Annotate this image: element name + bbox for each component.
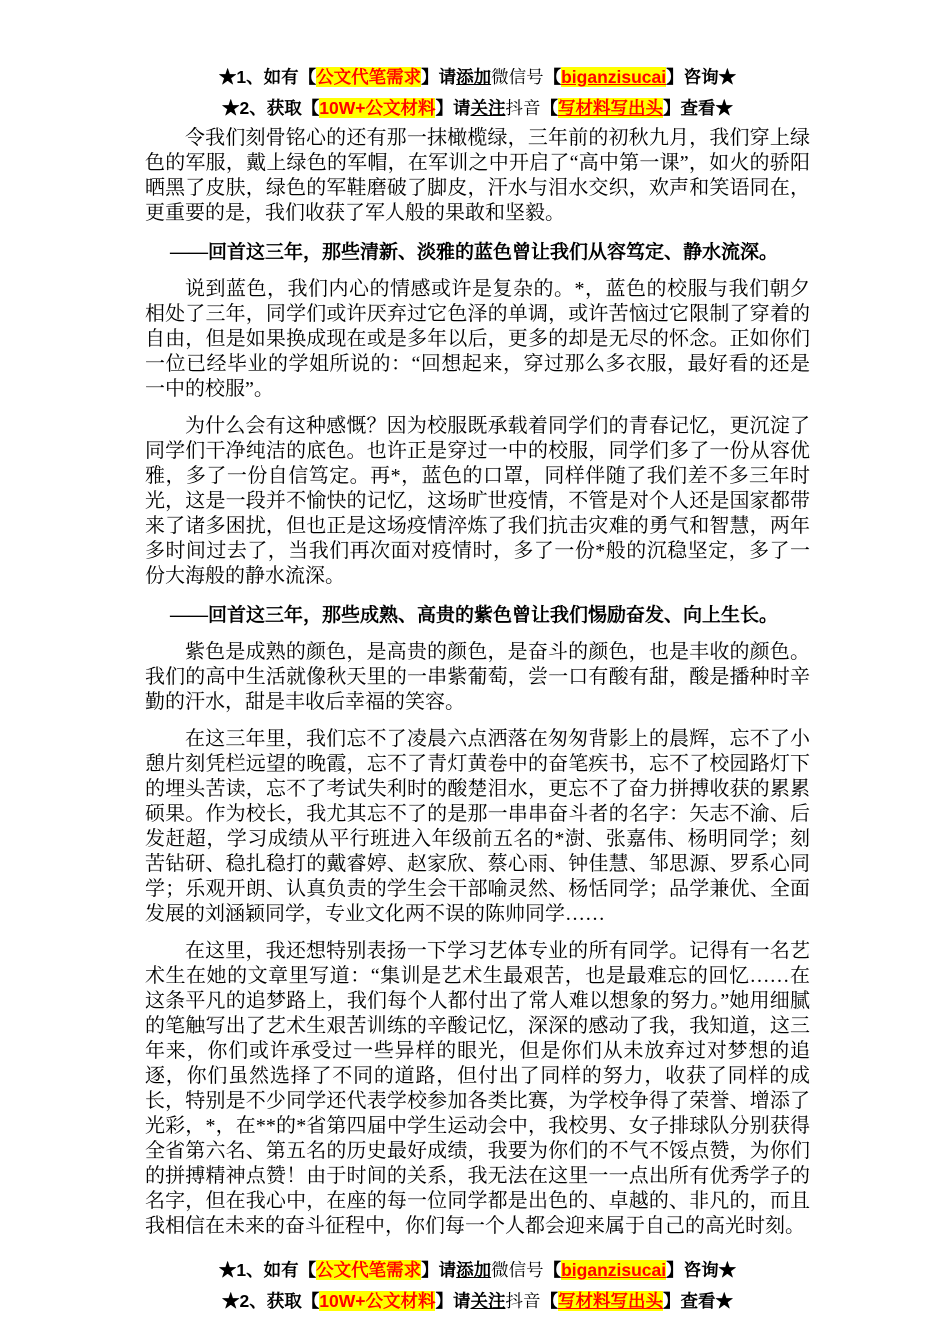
promo-highlight: 10W+公文材料 xyxy=(319,1291,436,1311)
promo-text: 】咨询★ xyxy=(666,67,737,87)
promo-text: ★2、获取【 xyxy=(222,1291,320,1311)
promo-text: 】请 xyxy=(421,1260,457,1280)
promo-text: ★2、获取【 xyxy=(222,98,320,118)
promo-douyin-id: 写材料写出头 xyxy=(557,98,663,118)
paragraph-three-years-names: 在这三年里，我们忘不了凌晨六点洒落在匆匆背影上的晨辉，忘不了小憩片刻凭栏远望的晚霞，忘不了青灯黄卷中的奋笔疾书，忘不了校园路灯下的埋头苦读，忘不了考试失利时的酸楚泪水，更忘不了奋力拼搏收获的累累硕果。作为校长，我尤其忘不了的是那一串串奋斗者的名字：矢志不渝、后发赶超，学习成绩从平行班进入年级前五名的*澍、张嘉伟、杨明同学；刻苦钻研、稳扎稳打的戴睿婷、赵家欣、蔡心雨、钟佳慧、邹思源、罗系心同学；乐观开朗、认真负责的学生会干部喻灵然、杨恬同学；品学兼优、全面发展的刘涵颖同学，专业文化两不误的陈帅同学…… xyxy=(145,728,810,925)
promo-highlight: 公文代笔需求 xyxy=(316,1260,422,1280)
promo-wechat-id: biganzisucai xyxy=(561,1260,667,1280)
section-heading-purple: ——回首这三年，那些成熟、高贵的紫色曾让我们惕励奋发、向上生长。 xyxy=(170,605,779,626)
promo-highlight: 10W+公文材料 xyxy=(319,98,436,118)
paragraph-blue-mask: 为什么会有这种感慨？因为校服既承载着同学们的青春记忆，更沉淀了同学们干净纯洁的底色。也许正是穿过一中的校服，同学们多了一份从容优雅，多了一份自信笃定。再*，蓝色的口罩，同样伴随了我们差不多三年时光，这是一段并不愉快的记忆，这场旷世疫情，不管是对个人还是国家都带来了诸多困扰，但也正是这场疫情淬炼了我们抗击灾难的勇气和智慧，两年多时间过去了，当我们再次面对疫情时，多了一份*般的沉稳坚定，多了一份大海般的静水流深。 xyxy=(145,415,810,587)
promo-line-2 xyxy=(145,1286,810,1317)
paragraph-military-green: 令我们刻骨铭心的还有那一抹橄榄绿，三年前的初秋九月，我们穿上绿色的军服，戴上绿色的军帽，在军训之中开启了“高中第一课”，如火的骄阳晒黑了皮肤，绿色的军鞋磨破了脚皮，汗水与泪水交织，欢声和笑语同在，更重要的是，我们收获了军人般的果敢和坚毅。 xyxy=(145,127,810,224)
promo-line-1 xyxy=(145,1255,810,1286)
promo-banner-top xyxy=(145,62,810,124)
promo-text: 【 xyxy=(543,67,562,87)
promo-text: 】咨询★ xyxy=(666,1260,737,1280)
document-body xyxy=(145,126,810,1239)
promo-text: 】请 xyxy=(421,67,457,87)
promo-text: 微信号 xyxy=(491,1260,544,1280)
promo-text: 【 xyxy=(543,1260,562,1280)
promo-text: 【 xyxy=(540,1291,558,1311)
promo-wechat-id: biganzisucai xyxy=(561,67,667,87)
promo-text: 【 xyxy=(540,98,558,118)
paragraph-purple-color: 紫色是成熟的颜色，是高贵的颜色，是奋斗的颜色，也是丰收的颜色。我们的高中生活就像秋天里的一串紫葡萄，尝一口有酸有甜，酸是播种时辛勤的汗水，甜是丰收后幸福的笑容。 xyxy=(145,641,810,713)
promo-text: 】查看★ xyxy=(662,1291,733,1311)
promo-douyin-id: 写材料写出头 xyxy=(557,1291,663,1311)
promo-line-2 xyxy=(145,93,810,124)
promo-text: 抖音 xyxy=(505,1291,541,1311)
promo-text: 微信号 xyxy=(491,67,544,87)
paragraph-blue-uniform: 说到蓝色，我们内心的情感或许是复杂的。*，蓝色的校服与我们朝夕相处了三年，同学们或许厌弃过它色泽的单调，或许苦恼过它限制了穿着的自由，但是如果换成现在或是多年以后，更多的却是无尽的怀念。正如你们一位已经毕业的学姐所说的：“回想起来，穿过那么多衣服，最好看的还是一中的校服”。 xyxy=(145,278,810,400)
promo-underlined-text: 添加 xyxy=(456,1260,492,1280)
promo-text: ★1、如有【 xyxy=(218,67,317,87)
promo-line-1 xyxy=(145,62,810,93)
promo-text: 】查看★ xyxy=(662,98,733,118)
section-heading-blue: ——回首这三年，那些清新、淡雅的蓝色曾让我们从容笃定、静水流深。 xyxy=(170,242,779,263)
promo-text: ★1、如有【 xyxy=(218,1260,317,1280)
promo-underlined-text: 关注 xyxy=(470,98,506,118)
paragraph-art-students: 在这里，我还想特别表扬一下学习艺体专业的所有同学。记得有一名艺术生在她的文章里写道：“集训是艺术生最艰苦，也是最难忘的回忆……在这条平凡的追梦路上，我们每个人都付出了常人难以想象的努力。”她用细腻的笔触写出了艺术生艰苦训练的辛酸记忆，深深的感动了我，我知道，这三年来，你们或许承受过一些异样的眼光，但是你们从未放弃过对梦想的追逐，你们虽然选择了不同的道路，但付出了同样的努力，收获了同样的成长，特别是不少同学还代表学校参加各类比赛，为学校争得了荣誉、增添了光彩，*，在**的*省第四届中学生运动会中，我校男、女子排球队分别获得全省第六名、第五名的历史最好成绩，我要为你们的不气不馁点赞，为你们的拼搏精神点赞！由于时间的关系，我无法在这里一一点出所有优秀学子的名字，但在我心中，在座的每一位同学都是出色的、卓越的、非凡的，而且我相信在未来的奋斗征程中，你们每一个人都会迎来属于自己的高光时刻。 xyxy=(145,940,810,1237)
promo-underlined-text: 添加 xyxy=(456,67,492,87)
promo-text: 】请 xyxy=(435,1291,471,1311)
promo-underlined-text: 关注 xyxy=(470,1291,506,1311)
promo-highlight: 公文代笔需求 xyxy=(316,67,422,87)
promo-banner-bottom xyxy=(145,1255,810,1317)
promo-text: 抖音 xyxy=(505,98,541,118)
promo-text: 】请 xyxy=(435,98,471,118)
